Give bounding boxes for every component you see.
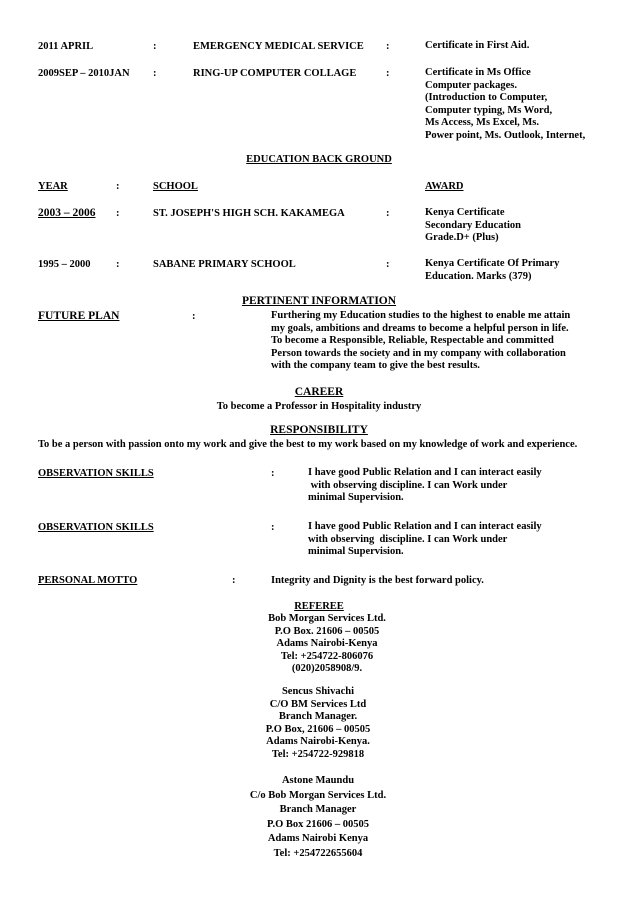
experience-org-1: EMERGENCY MEDICAL SERVICE [193,41,364,52]
education-col-year: YEAR [38,181,68,192]
experience-colon-1: : [386,41,390,52]
skill-sep-1: : [271,468,275,479]
skill-label-1: OBSERVATION SKILLS [38,468,154,479]
experience-colon-2: : [386,68,390,79]
career-text: To become a Professor in Hospitality industry [216,401,422,412]
education-award-1: Kenya Certificate Secondary Education Grade.D+ (Plus) [425,207,521,244]
skill-sep-2: : [271,522,275,533]
skill-text-2: I have good Public Relation and I can interact easily with observing discipline. I can Work under minimal Supervision. [308,521,542,558]
skill-text-1: I have good Public Relation and I can interact easily with observing discipline. I can Work under minimal Supervision. [308,467,542,504]
future-plan-sep: : [192,311,196,322]
experience-sep-2: : [153,68,157,79]
responsibility-text: To be a person with passion onto my work and give the best to my work based on my knowledge of work and experience. [38,439,578,450]
education-award-2: Kenya Certificate Of Primary Education. Marks (379) [425,258,560,282]
education-school-2: SABANE PRIMARY SCHOOL [153,259,296,270]
motto-label: PERSONAL MOTTO [38,575,138,586]
education-colon-1: : [386,208,390,219]
education-sep-1: : [116,208,120,219]
experience-award-2: Certificate in Ms Office Computer packages. (Introduction to Computer, Computer typing, Ms Word, Ms Access, Ms Excel, Ms. Power point, Ms. Outlook, Internet, [425,67,586,141]
education-sep-2: : [116,259,120,270]
referee-block-2: Sencus Shivachi C/O BM Services Ltd Branch Manager. P.O Box, 21606 – 00505 Adams Nairobi-Kenya. Tel: +254722-929818 [265,686,371,760]
career-heading: CAREER [294,386,344,398]
education-heading: EDUCATION BACK GROUND [246,154,392,165]
future-plan-text: Furthering my Education studies to the highest to enable me attain my goals, ambitions and dreams to become a helpful person in life. To become a Responsible, Reliable, Respectable and committed Person towards the society and in my company with collaboration with the company team to give the best results. [271,310,571,372]
experience-date-1: 2011 APRIL [38,41,94,52]
education-year-1: 2003 – 2006 [38,207,96,219]
referee-block-3: Astone Maundu C/o Bob Morgan Services Ltd. Branch Manager P.O Box 21606 – 00505 Adams Nairobi Kenya Tel: +254722655604 [249,775,387,859]
pertinent-heading: PERTINENT INFORMATION [241,295,397,307]
motto-text: Integrity and Dignity is the best forward policy. [271,575,484,586]
experience-org-2: RING-UP COMPUTER COLLAGE [193,68,357,79]
education-col-sep: : [116,181,120,192]
referee-heading: REFEREE [294,601,344,612]
education-school-1: ST. JOSEPH'S HIGH SCH. KAKAMEGA [153,208,345,219]
education-col-school: SCHOOL [153,181,198,192]
experience-award-1: Certificate in First Aid. [425,40,530,51]
education-year-2: 1995 – 2000 [38,259,91,270]
skill-label-2: OBSERVATION SKILLS [38,522,154,533]
experience-date-2: 2009SEP – 2010JAN [38,68,130,79]
motto-sep: : [232,575,236,586]
referee-block-1: Bob Morgan Services Ltd. P.O Box. 21606 – 00505 Adams Nairobi-Kenya Tel: +254722-806076 (020)2058908/9. [268,613,386,675]
future-plan-label: FUTURE PLAN [38,310,120,322]
experience-sep-1: : [153,41,157,52]
responsibility-heading: RESPONSIBILITY [270,424,368,436]
education-col-award: AWARD [425,181,464,192]
education-colon-2: : [386,259,390,270]
